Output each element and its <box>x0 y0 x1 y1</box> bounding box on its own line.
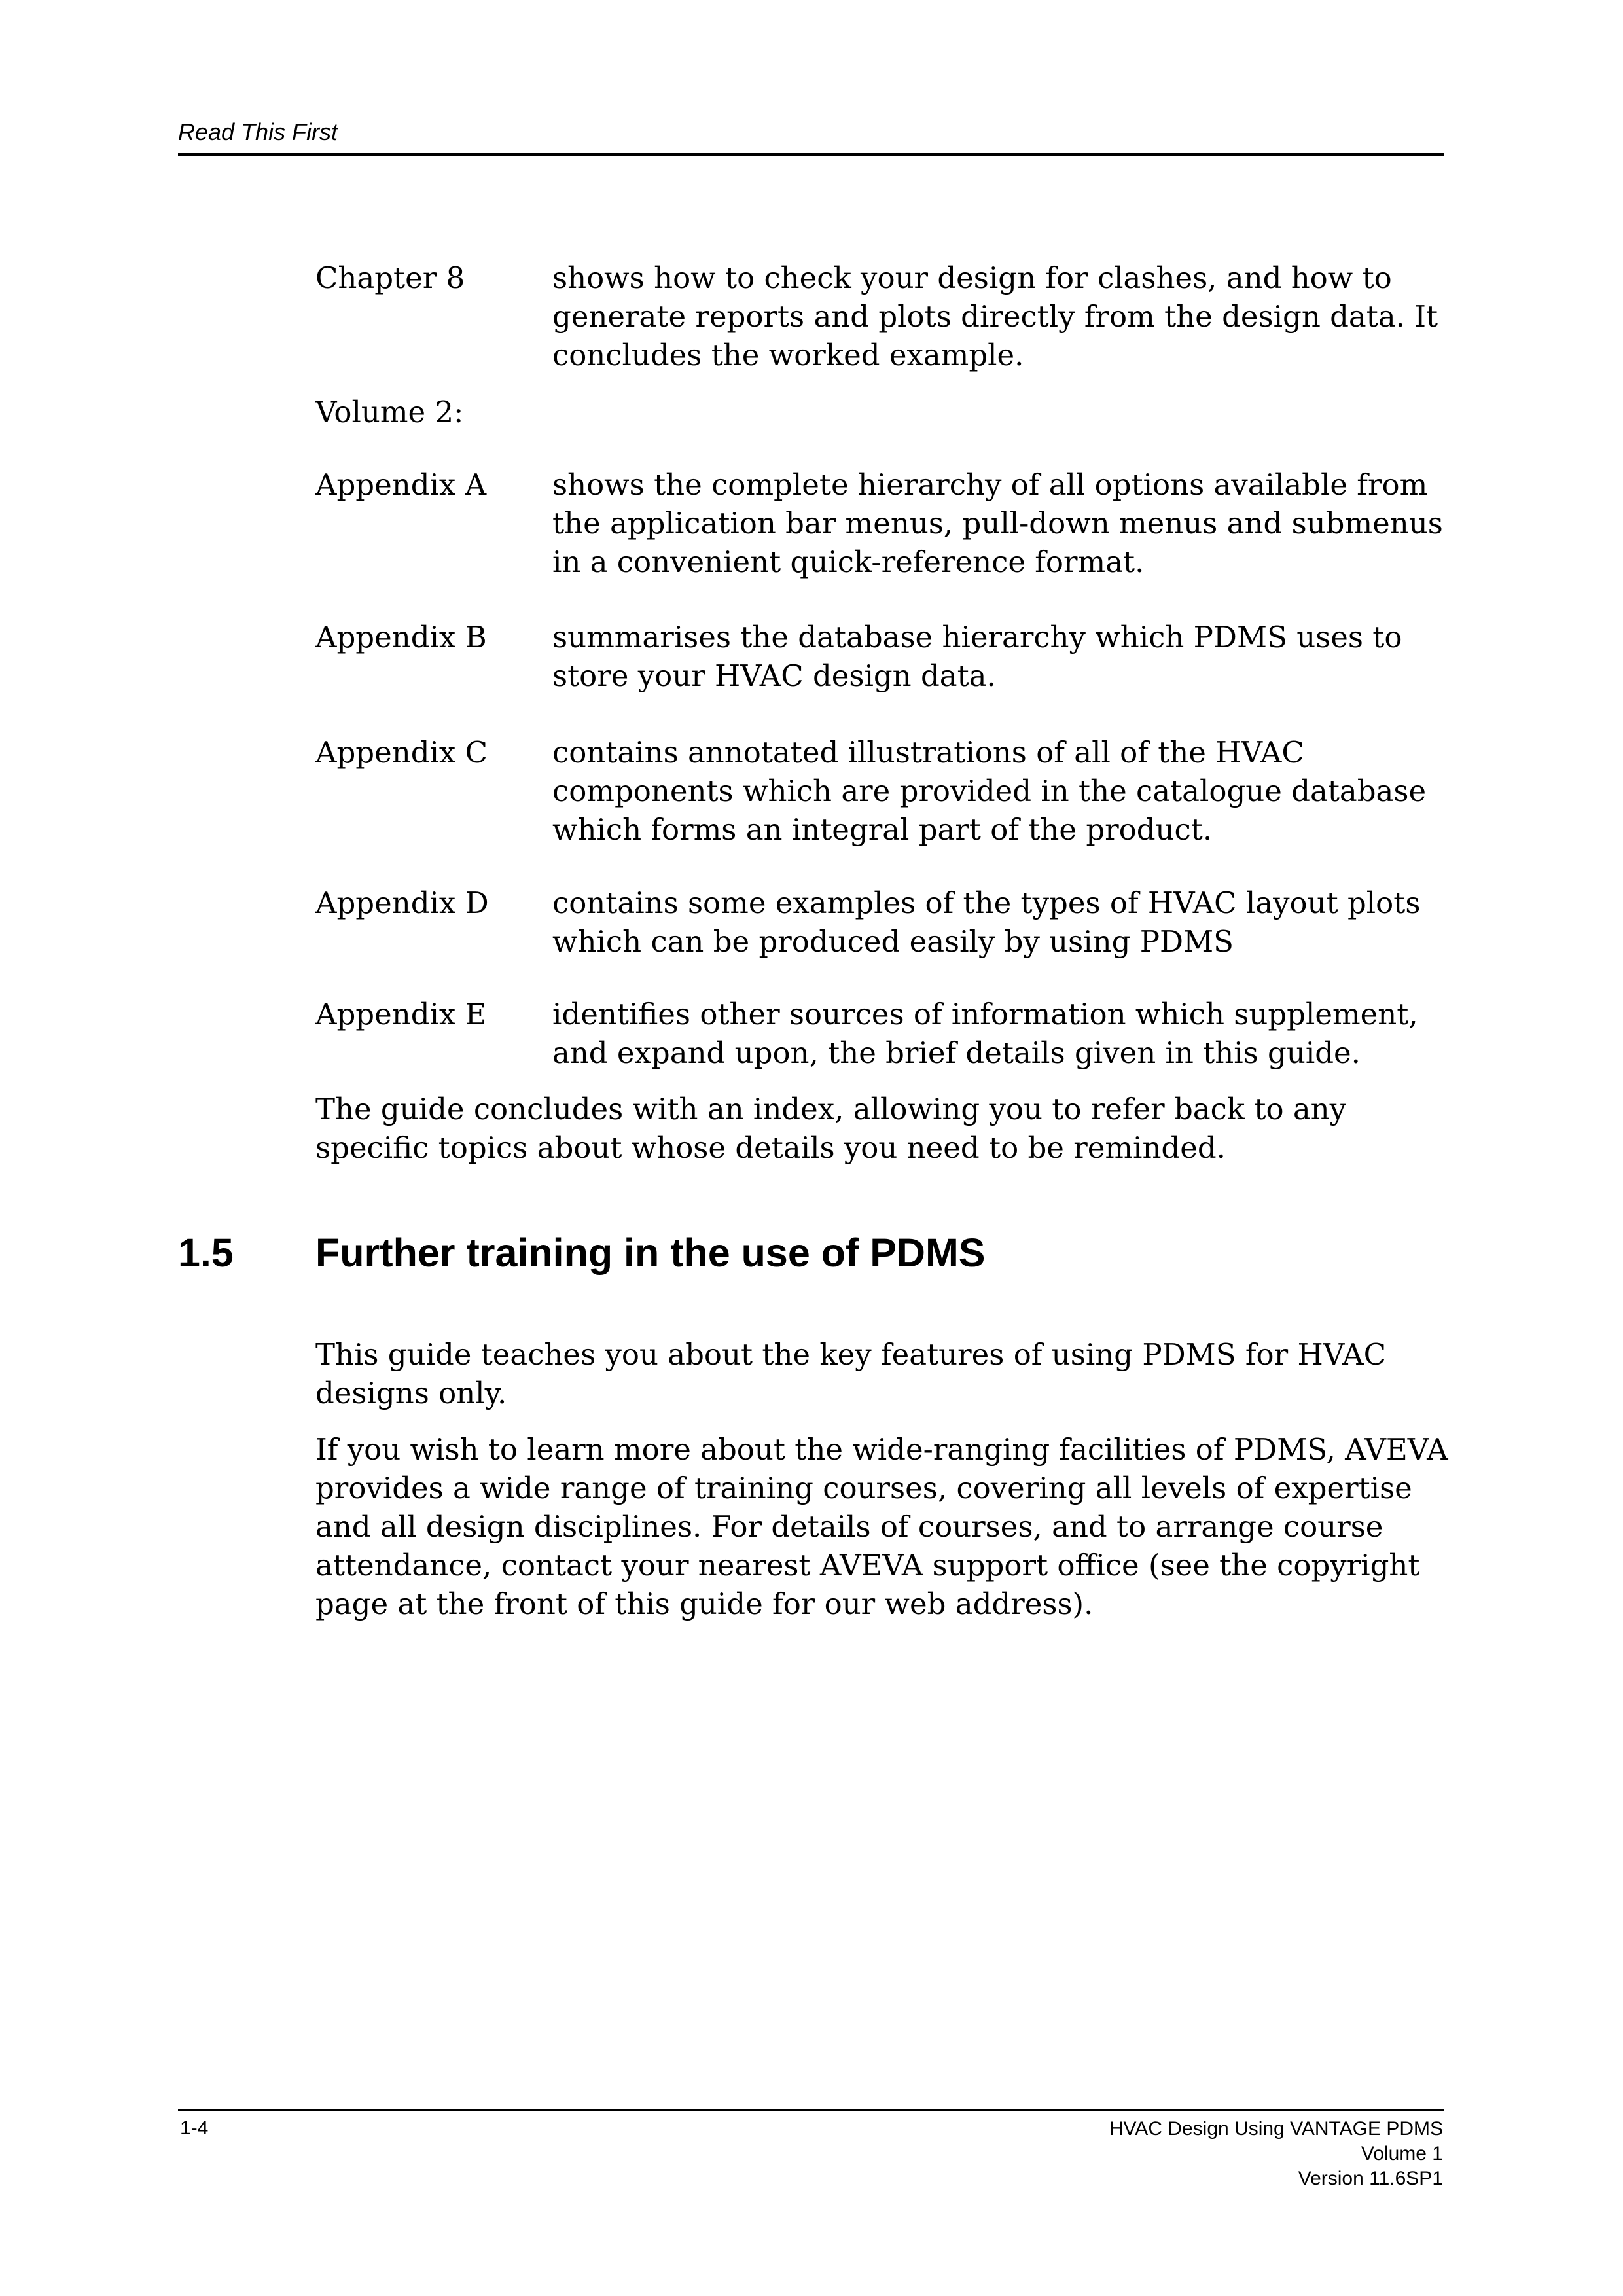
header-section-title: Read This First <box>178 118 338 145</box>
appendix-d-entry <box>315 884 1454 961</box>
entry-term: Appendix E <box>315 997 487 1031</box>
entry-term: Chapter 8 <box>315 260 465 295</box>
section-paragraph: This guide teaches you about the key features of using PDMS for HVAC designs only. <box>315 1337 1387 1410</box>
entry-description: identifies other sources of information which supplement, and expand upon, the brief details given in this guide. <box>552 997 1418 1070</box>
entry-description: contains some examples of the types of HVAC layout plots which can be produced easily by using PDMS <box>552 886 1421 959</box>
appendix-b-entry <box>315 618 1454 695</box>
entry-term: Appendix D <box>315 886 489 920</box>
appendix-e-entry <box>315 995 1454 1072</box>
entry-description: shows how to check your design for clashes, and how to generate reports and plots directly from the design data. It concludes the worked example. <box>552 260 1438 372</box>
footer-document-info <box>1109 2117 1443 2191</box>
conclusion-paragraph: The guide concludes with an index, allowing you to refer back to any specific topics about whose details you need to be reminded. <box>315 1092 1347 1165</box>
chapter-8-entry <box>315 259 1454 374</box>
footer-version: Version 11.6SP1 <box>1298 2168 1443 2189</box>
volume-2-label: Volume 2: <box>315 395 464 429</box>
entry-description: contains annotated illustrations of all of the HVAC components which are provided in the catalogue database which forms an integral part of the product. <box>552 735 1427 847</box>
footer-divider <box>178 2109 1444 2111</box>
section-title: Further training in the use of PDMS <box>315 1230 986 1275</box>
section-heading <box>178 1228 985 1278</box>
appendix-a-entry <box>315 465 1454 581</box>
footer-volume: Volume 1 <box>1361 2143 1443 2164</box>
appendix-c-entry <box>315 733 1454 849</box>
footer-document-title: HVAC Design Using VANTAGE PDMS <box>1109 2118 1443 2140</box>
entry-term: Appendix C <box>315 735 488 770</box>
section-paragraph: If you wish to learn more about the wide-ranging facilities of PDMS, AVEVA provides a wide range of training courses, covering all levels of expertise and all design disciplines. For details of courses, and to arrange course attendance, contact your nearest AVEVA support office (see the copyright page at the front of this guide for our web address). <box>315 1432 1448 1621</box>
footer-page-number: 1-4 <box>180 2117 209 2139</box>
entry-description: shows the complete hierarchy of all options available from the application bar menus, pull-down menus and submenus in a convenient quick-reference format. <box>552 467 1443 579</box>
entry-term: Appendix A <box>315 467 487 502</box>
entry-description: summarises the database hierarchy which PDMS uses to store your HVAC design data. <box>552 620 1402 693</box>
section-number: 1.5 <box>178 1230 234 1275</box>
header-divider <box>178 153 1444 156</box>
entry-term: Appendix B <box>315 620 487 655</box>
